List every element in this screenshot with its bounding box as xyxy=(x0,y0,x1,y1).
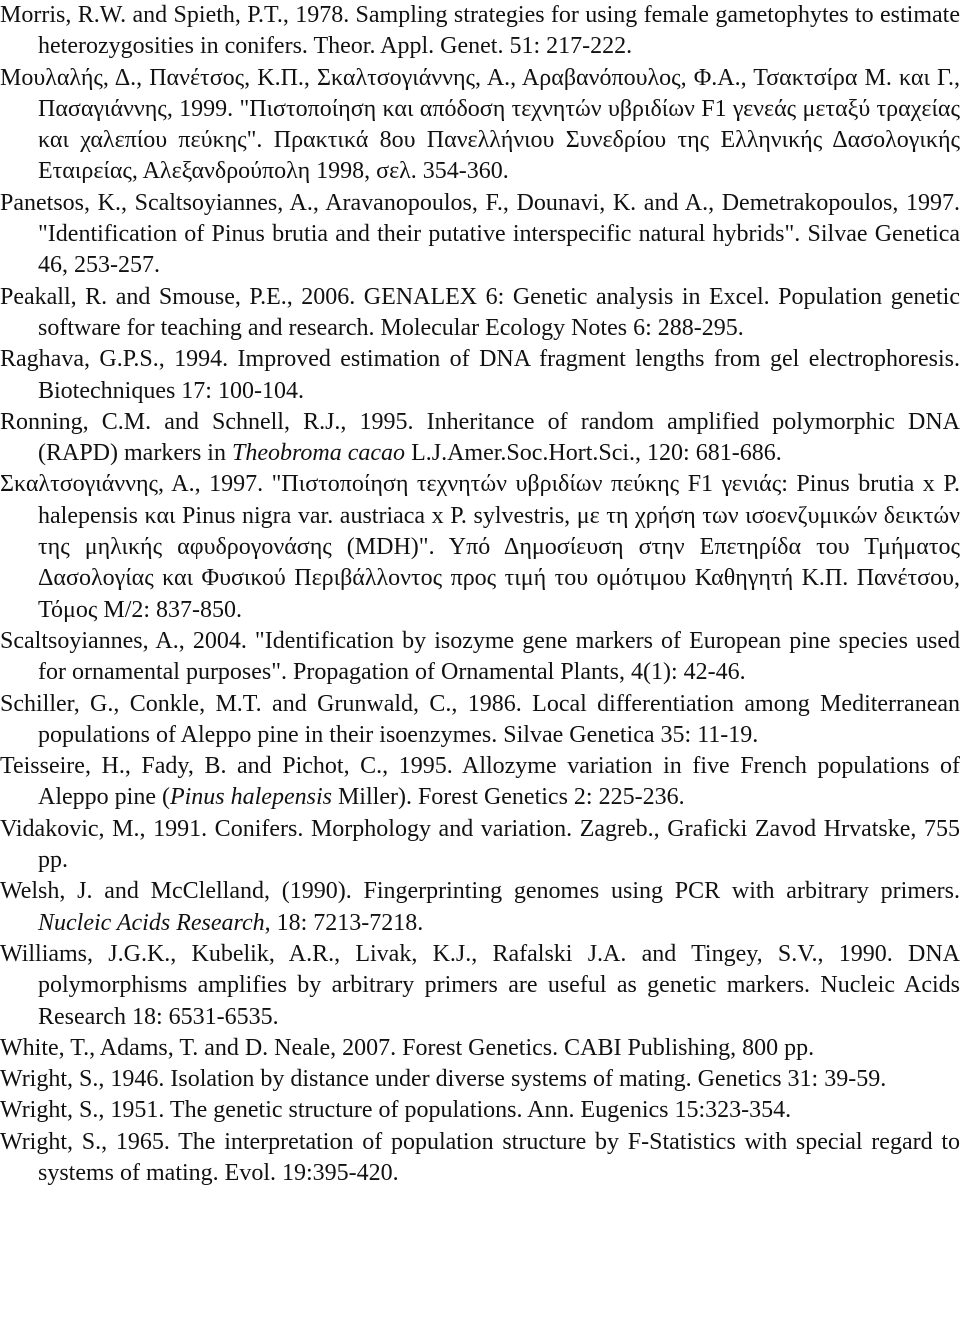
reference-entry xyxy=(0,1095,960,1126)
reference-entry xyxy=(0,188,960,282)
reference-entry xyxy=(0,1064,960,1095)
reference-text: Miller). Forest Genetics 2: 225-236. xyxy=(331,784,685,811)
reference-text: Welsh, J. and McClelland, (1990). Fingerprinting genomes using PCR with arbitrary primers. xyxy=(0,878,960,905)
reference-entry xyxy=(0,939,960,1033)
reference-italic-text: Nucleic Acids Research xyxy=(38,909,265,936)
reference-entry xyxy=(0,0,960,63)
reference-text: Schiller, G., Conkle, M.T. and Grunwald, C., 1986. Local differentiation among Mediterranean populations of Aleppo pine in their isoenzymes. Silvae Genetica 35: 11-19. xyxy=(0,690,960,748)
reference-entry xyxy=(0,814,960,877)
reference-entry xyxy=(0,1127,960,1190)
reference-text: Peakall, R. and Smouse, P.E., 2006. GENALEX 6: Genetic analysis in Excel. Population genetic software for teaching and research. Molecular Ecology Notes 6: 288-295. xyxy=(0,283,960,341)
reference-text: Teisseire, H., Fady, B. and Pichot, C., 1995. Allozyme variation in five French populations of Aleppo pine ( xyxy=(0,753,960,811)
reference-text: Panetsos, K., Scaltsoyiannes, A., Aravanopoulos, F., Dounavi, K. and A., Demetrakopoulos, 1997. "Identification of Pinus brutia and their putative interspecific natural hybrids". Silvae Genetica 46, 253-257. xyxy=(0,189,960,279)
reference-italic-text: Pinus halepensis xyxy=(169,784,332,811)
reference-text: L.J.Amer.Soc.Hort.Sci., 120: 681-686. xyxy=(405,440,782,467)
reference-text: Wright, S., 1946. Isolation by distance under diverse systems of mating. Genetics 31: 39-59. xyxy=(0,1066,887,1093)
reference-entry xyxy=(0,1033,960,1064)
reference-text: Ronning, C.M. and Schnell, R.J., 1995. Inheritance of random amplified polymorphic DNA (RAPD) markers in xyxy=(0,408,960,467)
reference-entry xyxy=(0,689,960,752)
reference-text: Wright, S., 1951. The genetic structure of populations. Ann. Eugenics 15:323-354. xyxy=(0,1097,792,1124)
reference-entry xyxy=(0,751,960,814)
reference-entry xyxy=(0,282,960,345)
reference-italic-text: Theobroma cacao xyxy=(231,440,406,467)
reference-text: Wright, S., 1965. The interpretation of population structure by F-Statistics with special regard to systems of mating. Evol. 19:395-420. xyxy=(0,1128,960,1186)
reference-entry xyxy=(0,344,960,407)
reference-text: Raghava, G.P.S., 1994. Improved estimation of DNA fragment lengths from gel electrophoresis. Biotechniques 17: 100-104. xyxy=(0,346,960,404)
reference-text: Σκαλτσογιάννης, Α., 1997. "Πιστοποίηση τεχνητών υβριδίων πεύκης F1 γενιάς: Pinus brutia x P. halepensis και Pinus nigra var. austriaca x P. sylvestris, με τη χρήση των ισοενζυμικών δεικτών της μηλικής αφυδρογονάσης (MDH)". Υπό Δημοσίευση στην Επετηρίδα του Τμήματος Δασολογίας και Φυσικού Περιβάλλοντος προς τιμή του ομότιμου Καθηγητή Κ.Π. Πανέτσου, Τόμος Μ/2: 837-850. xyxy=(0,471,960,623)
reference-text: Scaltsoyiannes, A., 2004. "Identification by isozyme gene markers of European pine species used for ornamental purposes". Propagation of Ornamental Plants, 4(1): 42-46. xyxy=(0,627,960,686)
reference-text: Morris, R.W. and Spieth, P.T., 1978. Sampling strategies for using female gametophytes to estimate heterozygosities in conifers. Theor. Appl. Genet. 51: 217-222. xyxy=(0,2,960,60)
reference-text: White, T., Adams, T. and D. Neale, 2007. Forest Genetics. CABI Publishing, 800 pp. xyxy=(0,1034,815,1061)
reference-entry xyxy=(0,407,960,470)
reference-entry xyxy=(0,469,960,625)
reference-text: Vidakovic, M., 1991. Conifers. Morphology and variation. Zagreb., Graficki Zavod Hrvatske, 755 pp. xyxy=(0,815,960,874)
reference-text: Williams, J.G.K., Kubelik, A.R., Livak, K.J., Rafalski J.A. and Tingey, S.V., 1990. DNA polymorphisms amplifies by arbitrary primers are useful as genetic markers. Nucleic Acids Research 18: 6531-6535. xyxy=(0,940,960,1030)
reference-entry xyxy=(0,63,960,188)
reference-text: , 18: 7213-7218. xyxy=(264,909,424,936)
reference-entry xyxy=(0,876,960,939)
reference-text: Μουλαλής, Δ., Πανέτσος, Κ.Π., Σκαλτσογιάννης, Α., Αραβανόπουλος, Φ.Α., Τσακτσίρα Μ. και Γ., Πασαγιάννης, 1999. "Πιστοποίηση και απόδοση τεχνητών υβριδίων F1 γενεάς μεταξύ τραχείας και χαλεπίου πεύκης". Πρακτικά 8ου Πανελλήνιου Συνεδρίου της Ελληνικής Δασολογικής Εταιρείας, Αλεξανδρούπολη 1998, σελ. 354-360. xyxy=(0,64,960,185)
reference-entry xyxy=(0,626,960,689)
